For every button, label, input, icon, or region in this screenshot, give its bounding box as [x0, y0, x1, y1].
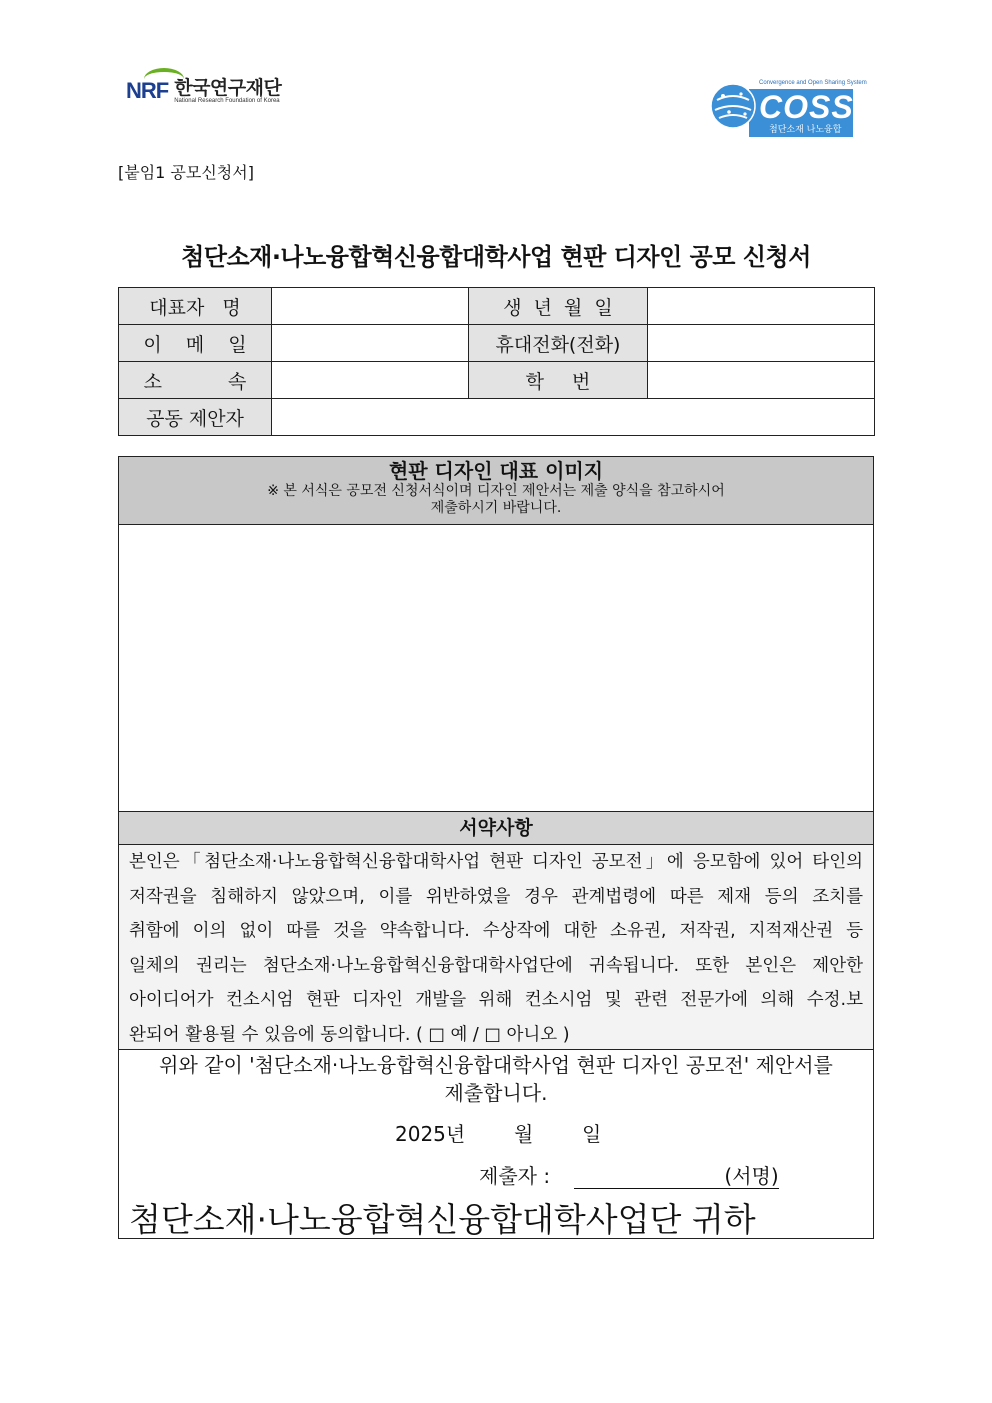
pledge-line: 일체의 권리는 첨단소재·나노융합혁신융합대학사업단에 귀속됩니다. 또한 본인은 제안한: [129, 955, 863, 976]
nrf-name-en: National Research Foundation of Korea: [174, 98, 280, 104]
pledge-line: 저작권을 침해하지 않았으며, 이를 위반하였을 경우 관계법령에 따른 제재 등의 조치를: [129, 886, 863, 907]
submitter-name-line[interactable]: [574, 1166, 724, 1189]
nrf-wordmark: [174, 78, 281, 104]
image-section-note-1: ※ 본 서식은 공모전 신청서식이며 디자인 제안서는 제출 양식을 참고하시어: [267, 483, 725, 499]
pledge-line: 취함에 이의 없이 따를 것을 약속합니다. 수상작에 대한 소유권, 저작권, 지적재산권 등: [129, 921, 863, 941]
pledge-consent-line[interactable]: 완되어 활용될 수 있음에 동의합니다. ( □ 예 / □ 아니오 ): [129, 1024, 570, 1045]
nrf-name-ko: 한국연구재단: [174, 77, 282, 99]
birth-date-field[interactable]: [648, 288, 875, 325]
pledge-title: 서약사항: [119, 812, 873, 845]
image-section-header: [119, 457, 873, 525]
globe-icon: [709, 82, 757, 130]
phone-field[interactable]: [648, 325, 875, 362]
page-title: 첨단소재·나노융합혁신융합대학사업 현판 디자인 공모 신청서: [181, 243, 811, 271]
coss-name-ko: 첨단소재 나노융합: [769, 125, 842, 135]
phone-label: 휴대전화(전화): [469, 325, 648, 362]
email-field[interactable]: [272, 325, 469, 362]
student-id-field[interactable]: [648, 362, 875, 399]
submission-statement-1: 위와 같이 '첨단소재·나노융합혁신융합대학사업 현판 디자인 공모전' 제안서를: [159, 1053, 833, 1077]
submission-block: [119, 1050, 873, 1238]
design-image-area[interactable]: [119, 525, 873, 812]
coss-logo: [709, 80, 867, 140]
attachment-label: [붙임1 공모신청서]: [118, 163, 254, 182]
pledge-line: 아이디어가 컨소시엄 현판 디자인 개발을 위해 컨소시엄 및 관련 전문가에 의해 수정.보: [129, 990, 863, 1010]
image-section-title: 현판 디자인 대표 이미지: [388, 459, 604, 483]
submission-date[interactable]: [395, 1118, 601, 1147]
submission-statement-2: 제출합니다.: [444, 1081, 548, 1105]
email-label: 이 메 일: [119, 325, 272, 362]
rep-name-label: 대표자 명: [119, 288, 272, 325]
coss-subtitle: Convergence and Open Sharing System: [759, 80, 867, 86]
applicant-info-table: [118, 287, 875, 436]
signature-label: (서명): [724, 1164, 779, 1188]
co-applicant-field[interactable]: [272, 399, 875, 436]
date-day: 일: [581, 1122, 602, 1146]
submitter-signature[interactable]: [479, 1160, 779, 1189]
image-section-note-2: 제출하시기 바랍니다.: [430, 500, 562, 516]
date-month: 월: [513, 1122, 534, 1146]
rep-name-field[interactable]: [272, 288, 469, 325]
affiliation-field[interactable]: [272, 362, 469, 399]
coss-wordmark: COSS: [759, 89, 854, 125]
proposal-section: [118, 456, 874, 1239]
nrf-mark: NRF: [126, 78, 168, 104]
co-applicant-label: 공동 제안자: [119, 399, 272, 436]
birth-date-label: 생 년 월 일: [469, 288, 648, 325]
recipient: 첨단소재·나노융합혁신융합대학사업단 귀하: [129, 1200, 756, 1239]
submitter-label: 제출자 :: [479, 1164, 551, 1188]
pledge-body: [119, 845, 873, 1050]
pledge-line: 본인은「첨단소재·나노융합혁신융합대학사업 현판 디자인 공모전」에 응모함에 있어 타인의: [129, 852, 863, 872]
date-year: 2025년: [395, 1122, 466, 1146]
student-id-label: 학 번: [469, 362, 648, 399]
nrf-logo: [126, 78, 281, 104]
affiliation-label: 소 속: [119, 362, 272, 399]
